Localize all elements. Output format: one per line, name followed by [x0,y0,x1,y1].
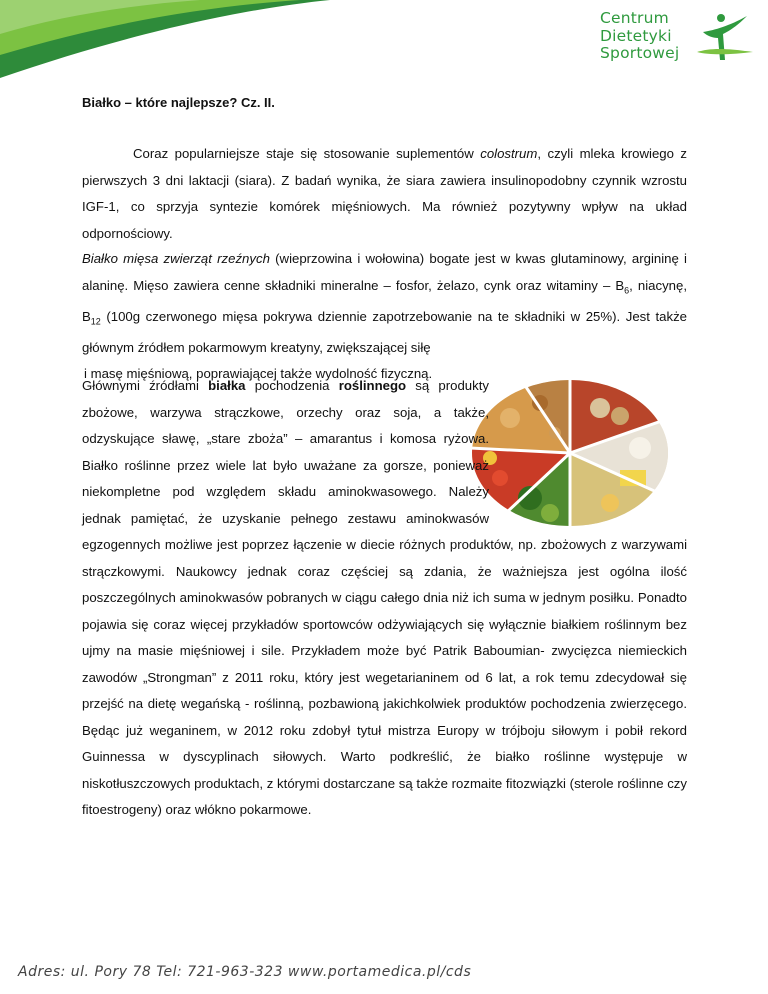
p1-text-b: , czyli mleka krowiego z pierwszych 3 dni laktacji (siara). Z badań wynika, że siara zawiera insulinopodobny czynnik wzrostu IGF-1, co sprzyja syntezie komórek mięśniowych. Ma również pozytywny wpływ na układ odpornościowy. [82,146,687,241]
image-float-spacer [497,373,687,528]
paragraph-colostrum [82,141,687,247]
p2-sub-12: 12 [90,316,101,327]
p3-text-a: Głównymi źródłami [82,378,209,393]
p2-text-d: i masę mięśniową, poprawiającej także wydolność fizyczną. [84,366,433,382]
brand-logo [600,10,760,70]
logo-line-3: Sportowej [600,44,680,62]
p2-text-c: (100g czerwonego mięsa pokrywa dziennie zapotrzebowanie na te składniki w 25%). Jest także głównym źródłem pokarmowym kreatyny, zwiększającej siłę [82,308,687,355]
p2-emphasis: Białko mięsa zwierząt rzeźnych [82,251,270,266]
p3-roslinnego: roślinnego [338,378,407,393]
logo-line-1: Centrum [600,9,669,27]
p2-sub-6: 6 [624,285,630,296]
p1-colostrum: colostrum [480,146,538,161]
runner-figure-icon [695,12,757,67]
article-title: Białko – które najlepsze? Cz. II. [82,95,275,110]
header-swoosh [0,0,330,80]
p2-text-b: , niacynę, B [82,277,687,324]
p2-text-a: (wieprzowina i wołowina) bogate jest w kwas glutaminowy, argininę i alaninę. Mięso zawiera cenne składniki mineralne – fosfor, żelazo, cynk oraz witaminy – B [82,251,687,293]
logo-text [600,10,679,63]
p3-text-c: są produkty zbożowe, warzywa strączkowe, orzechy oraz soja, a także, odzyskujące sławę, „stare zboża” – amarantus i komosa ryżowa. Białko roślinne przez wiele lat było uważane za gorsze, ponieważ niekompletne pod względem składu aminokwasowego. Należy jednak pamiętać, że uzyskanie pełnego zestawu aminokwasów egzogennych możliwe jest poprzez łączenie w diecie różnych produktów, np. zbożowych z warzywami strączkowymi. Naukowcy jednak coraz częściej są zdania, że ważniejsza jest ogólna ilość poszczególnych aminokwasów pobranych w ciągu całego dnia niż ich suma w jednym posiłku. Ponadto pojawia się coraz więcej przykładów sportowców odżywiających się wyłącznie białkiem roślinnym bez ujmy na masie mięśniowej i sile. Przykładem może być Patrik Baboumian- zwycięzca niemieckich zawodów „Strongman” z 2011 roku, który jest wegetarianinem od 6 lat, a rok temu zdecydował się przejść na dietę wegańską - roślinną, pozbawioną jakichkolwiek produktów pochodzenia zwierzęcego. Będąc już weganinem, w 2012 roku zdobył tytuł mistrza Europy w trójboju siłowym i pobił rekord Guinnessa w dyscyplinach siłowych. Warto podkreślić, że białko roślinne występuje w niskotłuszczowych produktach, z którymi dostarczane są także rozmaite fitozwiązki (sterole roślinne czy fitoestrogeny) oraz włókno pokarmowe. [82,378,687,817]
p3-text-b: pochodzenia [245,378,339,393]
footer-address: Adres: ul. Pory 78 Tel: 721-963-323 www.portamedica.pl/cds [18,964,472,980]
p3-bialka: białka [208,378,246,393]
p1-text-a: Coraz popularniejsze staje się stosowanie suplementów [133,146,481,161]
logo-line-2: Dietetyki [600,26,672,45]
paragraph-plant-protein [82,373,687,824]
paragraph-meat-protein [82,246,687,388]
